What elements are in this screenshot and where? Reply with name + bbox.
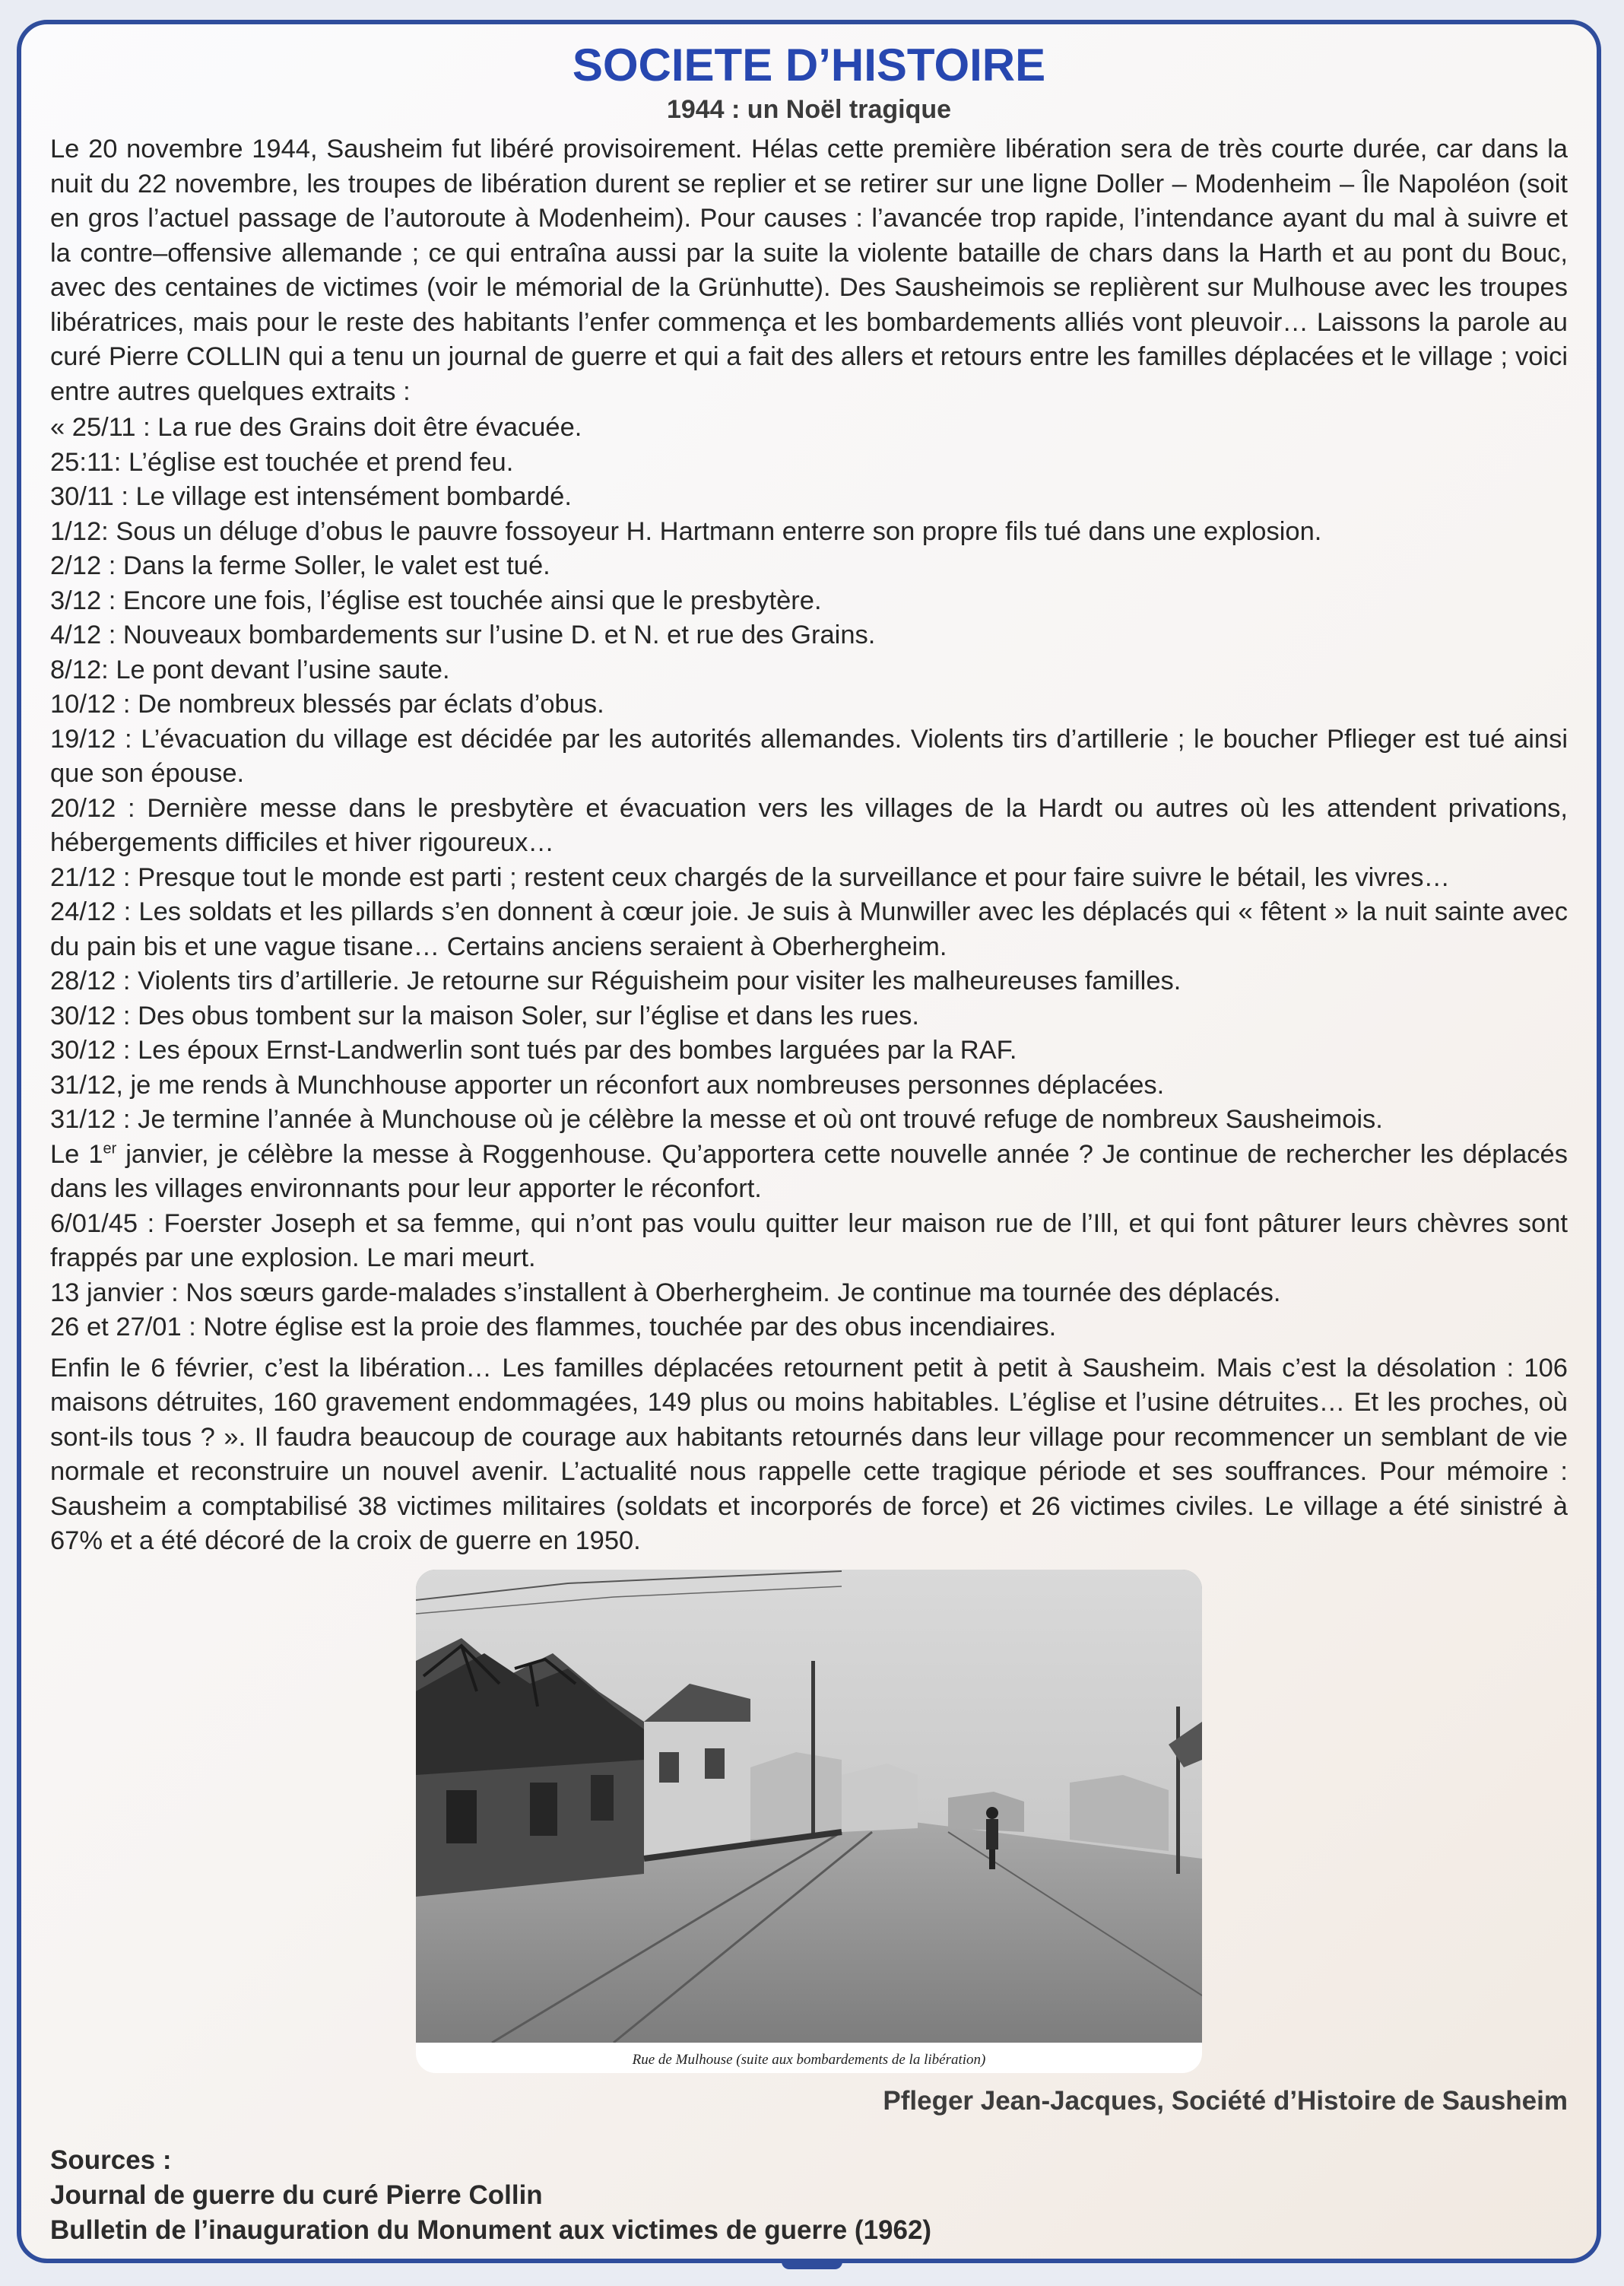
journal-entry: « 25/11 : La rue des Grains doit être évacuée. [50,413,582,442]
journal-entry: 21/12 : Presque tout le monde est parti ; restent ceux chargés de la surveillance et pour faire suivre le bétail, les vivres… [50,862,1450,892]
journal-entry: 28/12 : Violents tirs d’artillerie. Je retourne sur Réguisheim pour visiter les malheureuses familles. [50,967,1182,995]
journal-entry: 13 janvier : Nos sœurs garde-malades s’installent à Oberhergheim. Je continue ma tournée des déplacés. [50,1278,1281,1307]
journal-excerpts [50,411,1568,1345]
page-title: SOCIETE D’HISTOIRE [572,40,1046,90]
journal-entry: 24/12 : Les soldats et les pillards s’en donnent à cœur joie. Je suis à Munwiller avec les déplacés qui « fêtent » la nuit sainte avec du pain bis et une vague tisane… Certains anciens seraient à Oberhergheim. [50,897,1568,961]
page-tab-decoration [782,2262,842,2269]
entry-prefix: Le 1 [50,1139,103,1169]
article-page [17,20,1601,2263]
entry-superscript: er [103,1140,117,1157]
journal-entry: 30/11 : Le village est intensément bombardé. [50,482,572,511]
sources-heading: Sources : [50,2145,172,2175]
journal-entry: 10/12 : De nombreux blessés par éclats d’obus. [50,690,604,719]
journal-entry: 4/12 : Nouveaux bombardements sur l’usine D. et N. et rue des Grains. [50,621,876,649]
source-item: Journal de guerre du curé Pierre Collin [50,2180,543,2210]
journal-entry-jan1 [50,1138,1568,1207]
photo-caption: Rue de Mulhouse (suite aux bombardements de la libération) [632,2051,986,2068]
author-credit: Pfleger Jean-Jacques, Société d’Histoire de Sausheim [883,2085,1568,2116]
journal-entry: 31/12, je me rends à Munchhouse apporter un réconfort aux nombreuses personnes déplacées. [50,1070,1165,1100]
page-subtitle: 1944 : un Noël tragique [666,95,952,124]
journal-entry: 19/12 : L’évacuation du village est décidée par les autorités allemandes. Violents tirs d’artillerie ; le boucher Pflieger est tué ainsi que son épouse. [50,724,1568,788]
journal-entry: 3/12 : Encore une fois, l’église est touchée ainsi que le presbytère. [50,586,822,615]
journal-entry: 6/01/45 : Foerster Joseph et sa femme, qui n’ont pas voulu quitter leur maison rue de l’Ill, et qui font pâturer leurs chèvres sont frappés par une explosion. Le mari meurt. [50,1208,1568,1272]
journal-entry: 25:11: L’église est touchée et prend feu. [50,447,514,477]
journal-entry: 2/12 : Dans la ferme Soller, le valet est tué. [50,551,550,580]
historic-photo-frame [416,1570,1202,2073]
journal-entry: 20/12 : Dernière messe dans le presbytère et évacuation vers les villages de la Hardt ou autres où les attendent privations, hébergements difficiles et hiver rigoureux… [50,793,1568,857]
journal-entry: 31/12 : Je termine l’année à Munchouse où je célèbre la messe et où ont trouvé refuge de nombreux Sausheimois. [50,1105,1383,1134]
source-item: Bulletin de l’inauguration du Monument aux victimes de guerre (1962) [50,2215,932,2245]
journal-entry: 1/12: Sous un déluge d’obus le pauvre fossoyeur H. Hartmann enterre son propre fils tué dans une explosion. [50,516,1322,546]
conclusion-paragraph: Enfin le 6 février, c’est la libération… Les familles déplacées retournent petit à petit à Sausheim. Mais c’est la désolation : 106 maisons détruites, 160 gravement endommagées, 149 plus ou moins habitables. L’église et l’usine détruites… Et les proches, où sont-ils tous ? ». Il faudra beaucoup de courage aux habitants retournés dans leur village pour recommencer un semblant de vie normale et reconstruire un nouvel avenir. L’actualité nous rappelle cette tragique période et ses souffrances. Pour mémoire : Sausheim a comptabilisé 38 victimes militaires (soldats et incorporés de force) et 26 victimes civiles. Le village a été sinistré à 67% et a été décoré de la croix de guerre en 1950. [50,1353,1568,1555]
journal-entry: 26 et 27/01 : Notre église est la proie des flammes, touchée par des obus incendiaires. [50,1313,1057,1341]
intro-paragraph: Le 20 novembre 1944, Sausheim fut libéré provisoirement. Hélas cette première libération sera de très courte durée, car dans la nuit du 22 novembre, les troupes de libération durent se replier et se retirer sur une ligne Doller – Modenheim – Île Napoléon (soit en gros l’actuel passage de l’autoroute à Modenheim). Pour causes : l’avancée trop rapide, l’intendance ayant du mal à suivre et la contre–offensive allemande ; ce qui entraîna aussi par la suite la violente bataille de chars dans la Harth et au pont du Bouc, avec des centaines de victimes (voir le mémorial de la Grünhutte). Des Sausheimois se replièrent sur Mulhouse avec les troupes libératrices, mais pour le reste des habitants l’enfer commença et les bombardements alliés vont pleuvoir… Laissons la parole au curé Pierre COLLIN qui a tenu un journal de guerre et qui a fait des allers et retours entre les familles déplacées et le village ; voici entre autres quelques extraits : [50,135,1568,406]
historic-street-photo [416,1570,1202,2043]
entry-rest: janvier, je célèbre la messe à Roggenhouse. Qu’apportera cette nouvelle année ? Je continue de rechercher les déplacés dans les villages environnants pour leur apporter le réconfort. [50,1139,1568,1203]
journal-entry: 30/12 : Les époux Ernst-Landwerlin sont tués par des bombes larguées par la RAF. [50,1036,1017,1065]
journal-entry: 8/12: Le pont devant l’usine saute. [50,655,450,684]
journal-entry: 30/12 : Des obus tombent sur la maison Soler, sur l’église et dans les rues. [50,1001,919,1030]
